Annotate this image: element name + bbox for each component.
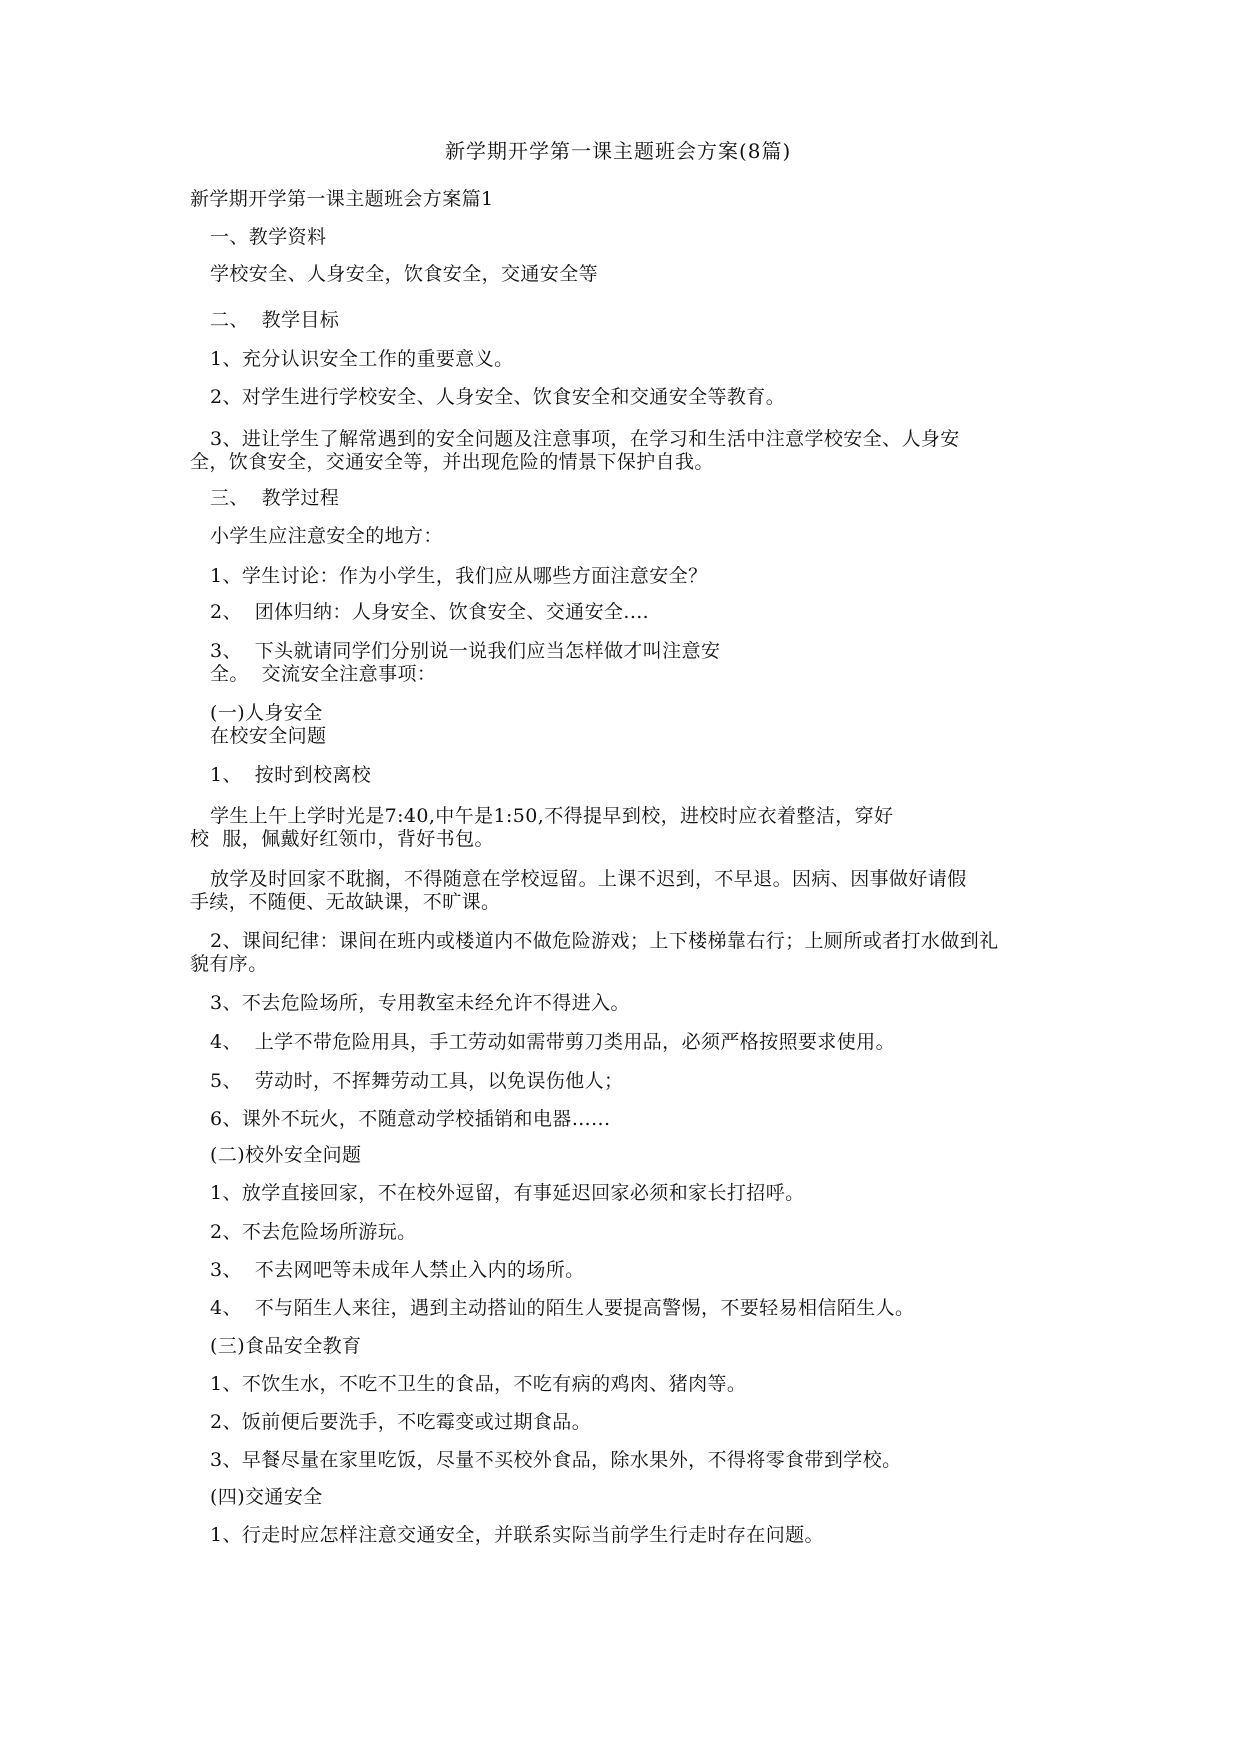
heading-teaching-goals: 二、 教学目标: [210, 309, 340, 331]
paragraph-line: 3、早餐尽量在家里吃饭，尽量不买校外食品，除水果外，不得将零食带到学校。: [210, 1449, 902, 1471]
subheading-off-campus-safety: (二)校外安全问题: [210, 1144, 362, 1166]
paragraph-line: 2、对学生进行学校安全、人身安全、饮食安全和交通安全等教育。: [210, 386, 786, 408]
paragraph-line: 1、学生讨论：作为小学生，我们应从哪些方面注意安全？: [210, 565, 708, 587]
paragraph-line: 学校安全、人身安全，饮食安全，交通安全等: [210, 263, 599, 285]
paragraph-line: 4、 上学不带危险用具，手工劳动如需带剪刀类用品，必须严格按照要求使用。: [210, 1031, 895, 1053]
paragraph-line: 1、充分认识安全工作的重要意义。: [210, 348, 514, 370]
paragraph-line: 3、不去危险场所，专用教室未经允许不得进入。: [210, 992, 630, 1014]
subheading-traffic-safety: (四)交通安全: [210, 1486, 323, 1508]
paragraph-line: 4、 不与陌生人来往，遇到主动搭讪的陌生人要提高警惕，不要轻易相信陌生人。: [210, 1297, 915, 1319]
document-title: 新学期开学第一课主题班会方案(8篇): [445, 139, 792, 163]
paragraph-line: 1、 按时到校离校: [210, 764, 372, 786]
paragraph-line: 学生上午上学时光是7:40,中午是1:50,不得提早到校，进校时应衣着整洁，穿好: [210, 805, 894, 827]
paragraph-line: 1、行走时应怎样注意交通安全，并联系实际当前学生行走时存在问题。: [210, 1524, 824, 1546]
heading-teaching-materials: 一、教学资料: [210, 226, 327, 248]
subheading-school-safety: 在校安全问题: [210, 725, 327, 747]
paragraph-line: 2、课间纪律：课间在班内或楼道内不做危险游戏；上下楼梯靠右行；上厕所或者打水做到礼: [210, 930, 999, 952]
paragraph-line: 校 服，佩戴好红领巾，背好书包。: [190, 828, 494, 850]
paragraph-line: 全。 交流安全注意事项：: [210, 663, 437, 685]
section-heading: 新学期开学第一课主题班会方案篇1: [190, 188, 494, 210]
paragraph-line: 貌有序。: [190, 953, 268, 975]
paragraph-line: 放学及时回家不耽搁，不得随意在学校逗留。上课不迟到，不早退。因病、因事做好请假: [210, 868, 967, 890]
paragraph-line: 3、 下头就请同学们分别说一说我们应当怎样做才叫注意安: [210, 640, 721, 662]
paragraph-line: 1、放学直接回家，不在校外逗留，有事延迟回家必须和家长打招呼。: [210, 1182, 805, 1204]
paragraph-line: 2、 团体归纳：人身安全、饮食安全、交通安全.…: [210, 601, 650, 623]
paragraph-line: 2、不去危险场所游玩。: [210, 1221, 417, 1243]
paragraph-line: 2、饭前便后要洗手，不吃霉变或过期食品。: [210, 1411, 592, 1433]
subheading-personal-safety: (一)人身安全: [210, 702, 323, 724]
paragraph-line: 手续，不随便、无故缺课，不旷课。: [190, 891, 501, 913]
paragraph-line: 3、 不去网吧等未成年人禁止入内的场所。: [210, 1259, 585, 1281]
paragraph-line: 3、进让学生了解常遇到的安全问题及注意事项，在学习和生活中注意学校安全、人身安: [210, 428, 960, 450]
paragraph-line: 6、课外不玩火，不随意动学校插销和电器…...: [210, 1108, 611, 1130]
paragraph-line: 全，饮食安全，交通安全等，并出现危险的情景下保护自我。: [190, 451, 714, 473]
subheading-food-safety: (三)食品安全教育: [210, 1335, 362, 1357]
paragraph-line: 5、 劳动时，不挥舞劳动工具，以免误伤他人；: [210, 1070, 624, 1092]
heading-teaching-process: 三、 教学过程: [210, 487, 340, 509]
paragraph-line: 小学生应注意安全的地方：: [210, 525, 443, 547]
paragraph-line: 1、不饮生水，不吃不卫生的食品，不吃有病的鸡肉、猪肉等。: [210, 1373, 747, 1395]
